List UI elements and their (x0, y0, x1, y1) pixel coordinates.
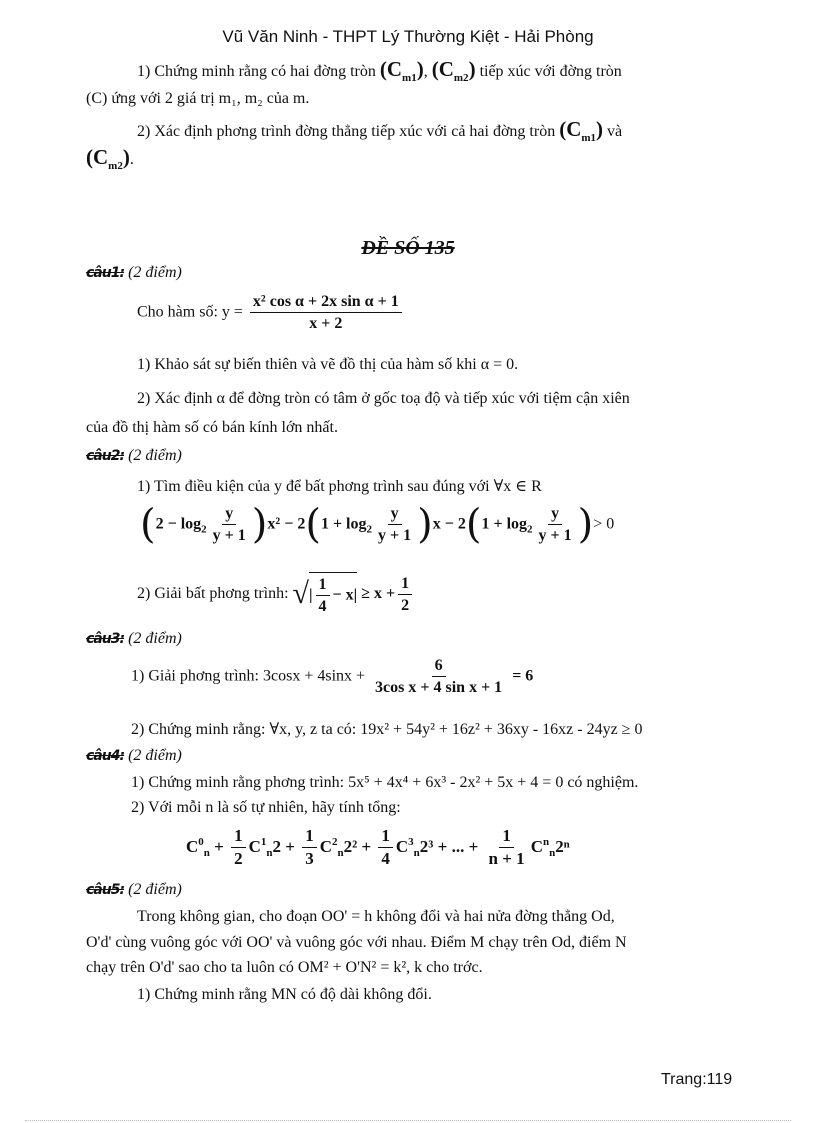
q2-frac-den: 2 (401, 596, 410, 614)
sum-c0-sup: 0 (198, 836, 204, 849)
cau1-fraction (250, 292, 402, 333)
sum-c0: C (186, 836, 199, 856)
ineq-term-4: x − 2 (432, 515, 466, 533)
cau1-label: câu1: (86, 265, 125, 281)
cau5-p2: O'd' cùng vuông góc với OO' và vuông góc với nhau. Điểm M chạy trên Od, điểm N (86, 934, 627, 951)
paren-close-1: ) (251, 501, 268, 548)
ineq-frac3-num: y (548, 504, 562, 525)
ineq-term-5: 1 + log (481, 515, 528, 533)
cau2-q1: 1) Tìm điều kiện của y để bất phơng trình sau đúng với ∀x ∈ R (137, 478, 542, 495)
ineq-frac-3 (536, 504, 575, 545)
cau1-q2b: của đồ thị hàm số có bán kính lớn nhất. (86, 419, 338, 436)
sum-frac2-den: 3 (305, 849, 314, 869)
ineq-term-1: 2 − log (155, 515, 202, 533)
cau2-sqrt-expression (293, 572, 358, 616)
intro-text-1b: tiếp xúc với đờng tròn (479, 63, 622, 80)
cau4-sum-expression (186, 826, 570, 870)
cau3-points: (2 điểm) (128, 630, 182, 647)
cau1-numerator: x² cos α + 2x sin α + 1 (250, 292, 402, 313)
cm1-close: ) (416, 57, 424, 81)
intro-line-2: (C) ứng với 2 giá trị m₁, m₂ của m. (86, 90, 310, 107)
sum-c2: C (319, 836, 332, 856)
cau2-points: (2 điểm) (128, 447, 182, 464)
sqrt-frac (316, 575, 330, 616)
cau2-q2-frac (398, 574, 412, 615)
intro-comma: , (423, 63, 428, 80)
cm1b-c: (C (559, 117, 582, 141)
cau2-q2 (137, 572, 415, 616)
sum-frac2-num: 1 (302, 826, 317, 848)
page-header: Vũ Văn Ninh - THPT Lý Thường Kiệt - Hải Phòng (222, 27, 594, 46)
paren-close-2: ) (417, 501, 433, 548)
cau4-heading (86, 747, 182, 765)
cau5-p3: chạy trên O'd' sao cho ta luôn có OM² + O'N² = k², k cho trớc. (86, 959, 483, 976)
cau3-heading (86, 630, 182, 648)
cau3-frac-num: 6 (432, 656, 446, 677)
cau5-heading (86, 881, 182, 899)
cm2-sub: m2 (453, 72, 469, 85)
cm1b-sub: m1 (581, 132, 597, 145)
cau1-points: (2 điểm) (128, 264, 182, 281)
intro-line-1 (137, 57, 622, 84)
sum-frac3-num: 1 (378, 826, 393, 848)
sum-cn: C (530, 836, 543, 856)
sum-c2-sub: n (337, 847, 344, 860)
sum-frac4-den: n + 1 (488, 849, 525, 869)
footer-dotted-rule (25, 1120, 791, 1121)
cau1-heading (86, 264, 182, 282)
ineq-frac-2 (375, 504, 414, 545)
sum-cn-sub: n (549, 847, 556, 860)
sum-cn-sup: n (542, 836, 550, 849)
cau2-inequality (140, 501, 615, 548)
sum-c3-sup: 3 (408, 836, 414, 849)
sum-frac-half (231, 826, 246, 870)
paren-open-2: ( (305, 501, 321, 548)
paren-open-1: ( (140, 501, 156, 548)
sqrt-radicand: | $\frac{1}{4}$ − x| (309, 572, 357, 616)
cau2-q2-rhs: ≥ x + (361, 584, 396, 602)
intro-text-1a: 1) Chứng minh rằng có hai đờng tròn (137, 63, 376, 80)
intro-line-4 (86, 145, 134, 172)
page-number: Trang:119 (661, 1071, 733, 1088)
sum-term-2: 2² + (343, 836, 372, 856)
sum-frac-quarter (378, 826, 393, 870)
cm2-close: ) (468, 57, 476, 81)
sum-term-1: 2 + (272, 836, 295, 856)
circle-cm2-symbol (431, 57, 476, 85)
cau5-points: (2 điểm) (128, 881, 182, 898)
cau1-function (137, 292, 405, 333)
cau4-q1: 1) Chứng minh rằng phơng trình: 5x⁵ + 4x⁴ + 6x³ - 2x² + 5x + 4 = 0 có nghiệm. (131, 774, 639, 791)
circle-cm1-symbol (379, 57, 424, 85)
cau3-q1-prefix: 1) Giải phơng trình: 3cosx + 4sinx + (131, 667, 366, 685)
sum-c1: C (248, 836, 261, 856)
sum-c1-sup: 1 (260, 836, 267, 849)
cau4-points: (2 điểm) (128, 747, 182, 764)
cau4-label: câu4: (86, 748, 125, 764)
paren-close-3: ) (577, 501, 594, 548)
cm1-c: (C (379, 57, 403, 81)
paren-open-3: ( (465, 501, 482, 548)
sum-frac1-num: 1 (231, 826, 246, 848)
ineq-term-3: 1 + log (320, 515, 367, 533)
cau2-q2-prefix: 2) Giải bất phơng trình: (137, 584, 289, 602)
cau3-label: câu3: (86, 631, 125, 647)
cau3-q2: 2) Chứng minh rằng: ∀x, y, z ta có: 19x² + 54y² + 16z² + 36xy - 16xz - 24yz ≥ 0 (131, 721, 643, 738)
cau5-p1: Trong không gian, cho đoạn OO' = h không đổi và hai nửa đờng thẳng Od, (137, 908, 615, 925)
cau1-q2a: 2) Xác định α để đờng tròn có tâm ở gốc toạ độ và tiếp xúc với tiệm cận xiên (137, 390, 630, 407)
cau1-func-prefix: Cho hàm số: y = (137, 303, 243, 321)
sqrt-frac-num: 1 (316, 575, 330, 596)
intro-text-3b: và (607, 123, 623, 140)
sum-frac-third (302, 826, 317, 870)
cau1-q1: 1) Khảo sát sự biến thiên và vẽ đồ thị của hàm số khi α = 0. (137, 356, 519, 373)
ineq-term-2: x² − 2 (267, 515, 306, 533)
cm2b-close: ) (122, 145, 130, 169)
cau1-denominator: x + 2 (309, 315, 343, 333)
sqrt-sign: √ (292, 577, 310, 611)
cm1-sub: m1 (402, 72, 417, 85)
ineq-base-3: 2 (527, 523, 533, 536)
sum-c0-sub: n (203, 847, 210, 860)
sum-c3: C (395, 836, 409, 856)
ineq-frac3-den: y + 1 (538, 527, 572, 545)
sum-plus-1: + (214, 836, 224, 856)
circle-cm1-symbol-2 (559, 117, 604, 145)
cm2-c: (C (431, 57, 454, 81)
ineq-frac-1 (210, 504, 249, 545)
ineq-base-2: 2 (366, 523, 372, 536)
exam-title: ĐỀ SỐ 135 (361, 237, 455, 259)
cau5-label: câu5: (86, 882, 125, 898)
cm2b-c: (C (86, 145, 109, 169)
cau3-frac-den: 3cos x + 4 sin x + 1 (375, 679, 503, 697)
cau2-label: câu2: (86, 448, 125, 464)
sum-frac1-den: 2 (234, 849, 243, 869)
sum-term-3: 2³ + ... + (419, 836, 479, 856)
intro-text-3a: 2) Xác định phơng trình đờng thẳng tiếp xúc với cả hai đờng tròn (137, 123, 556, 140)
ineq-frac2-den: y + 1 (378, 527, 412, 545)
ineq-frac2-num: y (388, 504, 402, 525)
sum-frac-last (486, 826, 528, 870)
circle-cm2-symbol-2 (86, 145, 130, 173)
sum-c3-sub: n (413, 847, 420, 860)
cm2b-sub: m2 (108, 160, 123, 173)
sum-c1-sub: n (266, 847, 273, 860)
intro-period: . (129, 151, 134, 168)
cau3-fraction (372, 656, 505, 697)
cau3-rhs: = 6 (512, 667, 534, 685)
cau5-q1: 1) Chứng minh rằng MN có độ dài không đổi. (137, 986, 432, 1003)
intro-line-3 (137, 117, 622, 144)
q2-frac-num: 1 (398, 574, 412, 595)
cau4-q2: 2) Với mỗi n là số tự nhiên, hãy tính tổng: (131, 799, 401, 816)
ineq-frac1-den: y + 1 (212, 527, 246, 545)
sqrt-frac-den: 4 (318, 598, 327, 616)
cau3-q1 (131, 656, 533, 697)
sqrt-minus-x: − x (332, 586, 354, 604)
sum-frac3-den: 4 (381, 849, 390, 869)
sum-frac4-num: 1 (499, 826, 514, 848)
sum-c2-sup: 2 (331, 836, 338, 849)
cm1b-close: ) (596, 117, 604, 141)
cau2-heading (86, 447, 182, 465)
ineq-base-1: 2 (201, 523, 207, 536)
ineq-frac1-num: y (222, 504, 236, 525)
ineq-rhs: > 0 (593, 515, 615, 533)
sum-term-last: 2ⁿ (555, 836, 570, 856)
